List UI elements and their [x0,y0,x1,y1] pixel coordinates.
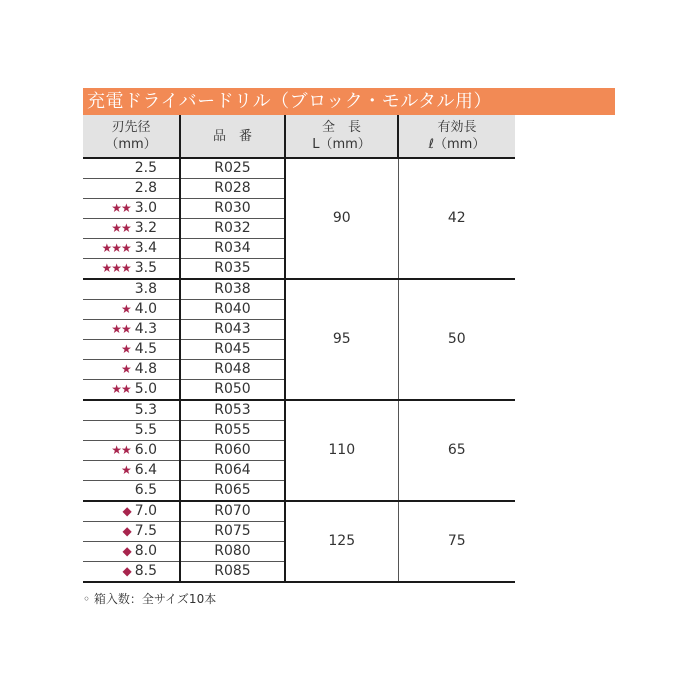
recommendation-mark-icon: ★ [120,362,131,376]
diameter-cell [83,300,180,320]
effective-length-cell: 65 [398,400,515,501]
table-row [83,279,515,300]
part-number-cell: R025 [180,158,285,179]
box-quantity-note: ◦ 箱入数：全サイズ10本 [83,592,217,606]
recommendation-mark-icon: ◆ [122,504,131,518]
diameter-value: 5.0 [134,381,157,397]
header-part [180,115,285,158]
diameter-cell [83,279,180,300]
diameter-cell [83,259,180,280]
diameter-cell [83,320,180,340]
spec-table [83,115,515,583]
part-number-cell: R050 [180,380,285,401]
diameter-value: 3.2 [134,220,157,236]
part-number-cell: R032 [180,219,285,239]
part-number-cell: R034 [180,239,285,259]
header-length-unit: L（mm） [312,137,371,152]
recommendation-mark-icon: ★★ [111,382,131,396]
diameter-cell [83,421,180,441]
table-row [83,158,515,179]
recommendation-mark-icon: ◆ [122,544,131,558]
recommendation-mark-icon: ★ [120,342,131,356]
part-number-cell: R043 [180,320,285,340]
total-length-cell: 110 [285,400,398,501]
diameter-value: 3.4 [134,240,157,256]
recommendation-mark-icon: ★★ [111,221,131,235]
diameter-value: 5.3 [134,402,157,418]
part-number-cell: R064 [180,461,285,481]
diameter-cell [83,562,180,583]
diameter-cell [83,441,180,461]
table-title: 充電ドライバードリル（ブロック・モルタル用） [83,88,615,115]
header-length [285,115,398,158]
part-number-cell: R055 [180,421,285,441]
diameter-value: 4.5 [134,341,157,357]
table-row [83,400,515,421]
diameter-value: 4.0 [134,301,157,317]
drill-spec-table-block [83,88,615,583]
diameter-value: 5.5 [134,422,157,438]
total-length-cell: 95 [285,279,398,400]
part-number-cell: R080 [180,542,285,562]
diameter-cell [83,219,180,239]
part-number-cell: R065 [180,481,285,502]
part-number-cell: R035 [180,259,285,280]
part-number-cell: R038 [180,279,285,300]
diameter-cell [83,199,180,219]
diameter-cell [83,340,180,360]
recommendation-mark-icon: ★★ [111,201,131,215]
recommendation-mark-icon: ★★ [111,443,131,457]
effective-length-cell: 75 [398,501,515,582]
diameter-value: 8.5 [134,563,157,579]
effective-length-cell: 42 [398,158,515,279]
header-length-label: 全 長 [321,120,361,135]
header-effective [398,115,515,158]
part-number-cell: R053 [180,400,285,421]
recommendation-mark-icon: ★★★ [101,241,131,255]
diameter-cell [83,158,180,179]
part-number-cell: R048 [180,360,285,380]
diameter-cell [83,179,180,199]
part-number-cell: R028 [180,179,285,199]
header-diameter [83,115,180,158]
diameter-value: 4.8 [134,361,157,377]
diameter-cell [83,360,180,380]
diameter-cell [83,400,180,421]
diameter-value: 3.8 [134,281,157,297]
part-number-cell: R040 [180,300,285,320]
diameter-cell [83,380,180,401]
header-diameter-unit: （mm） [105,137,157,152]
diameter-value: 6.5 [134,482,157,498]
header-row [83,115,515,158]
table-body [83,158,515,582]
recommendation-mark-icon: ◆ [122,524,131,538]
part-number-cell: R085 [180,562,285,583]
effective-length-cell: 50 [398,279,515,400]
diameter-value: 4.3 [134,321,157,337]
diameter-cell [83,461,180,481]
part-number-cell: R075 [180,522,285,542]
header-diameter-label: 刃先径 [111,120,151,135]
part-number-cell: R060 [180,441,285,461]
recommendation-mark-icon: ★ [120,302,131,316]
diameter-cell [83,239,180,259]
recommendation-mark-icon: ◆ [122,564,131,578]
diameter-cell [83,522,180,542]
part-number-cell: R030 [180,199,285,219]
diameter-value: 7.0 [134,503,157,519]
header-effective-label: 有効長 [437,120,477,135]
diameter-cell [83,542,180,562]
diameter-cell [83,501,180,522]
total-length-cell: 90 [285,158,398,279]
recommendation-mark-icon: ★★ [111,322,131,336]
recommendation-mark-icon: ★ [120,463,131,477]
header-part-label: 品 番 [212,128,252,144]
diameter-value: 8.0 [134,543,157,559]
part-number-cell: R045 [180,340,285,360]
diameter-value: 3.0 [134,200,157,216]
diameter-value: 2.5 [134,160,157,176]
header-effective-unit: ℓ（mm） [428,137,486,152]
diameter-value: 6.0 [134,442,157,458]
table-row [83,501,515,522]
part-number-cell: R070 [180,501,285,522]
diameter-value: 2.8 [134,180,157,196]
diameter-value: 7.5 [134,523,157,539]
diameter-value: 3.5 [134,260,157,276]
diameter-cell [83,481,180,502]
total-length-cell: 125 [285,501,398,582]
recommendation-mark-icon: ★★★ [101,261,131,275]
diameter-value: 6.4 [134,462,157,478]
